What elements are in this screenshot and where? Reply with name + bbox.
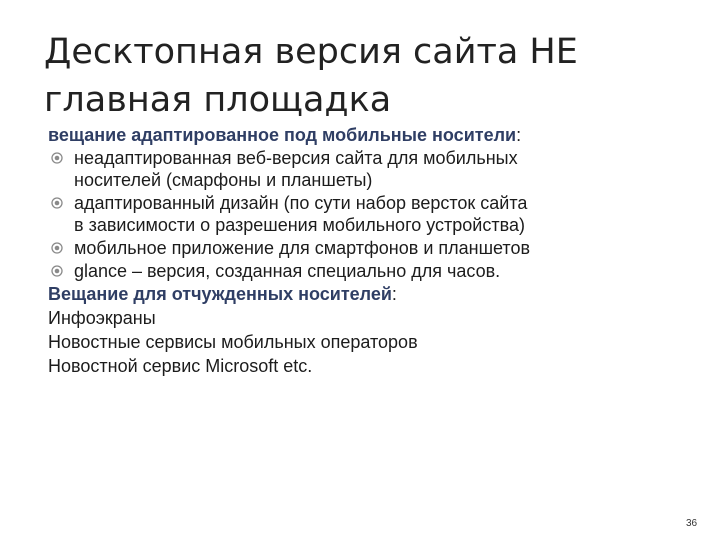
detached-line-infoscreens: Инфоэкраны xyxy=(48,308,156,328)
list-item-line-1: glance – версия, созданная специально для часов. xyxy=(74,261,501,281)
title-line-1: Десктопная версия сайта НЕ xyxy=(44,32,578,72)
list-item-line-2: носителей (смарфоны и планшеты) xyxy=(74,170,373,190)
list-item xyxy=(48,192,698,236)
list-item xyxy=(48,237,698,259)
circled-dot-icon xyxy=(51,197,63,209)
slide-content xyxy=(48,123,698,378)
circled-dot-icon xyxy=(51,265,63,277)
list-item-line-1: адаптированный дизайн (по сути набор версток сайта xyxy=(74,193,528,213)
list-item-line-1: неадаптированная веб-версия сайта для мобильных xyxy=(74,148,518,168)
detached-line-mobile-operators: Новостные сервисы мобильных операторов xyxy=(48,332,418,352)
list-item-line-1: мобильное приложение для смартфонов и планшетов xyxy=(74,238,531,258)
section-heading-detached-text: Вещание для отчужденных носителей xyxy=(48,284,392,304)
section-heading-detached-colon: : xyxy=(391,284,397,304)
circled-dot-icon xyxy=(51,152,63,164)
section-heading-adapted-colon: : xyxy=(516,125,522,145)
page-number: 36 xyxy=(686,518,698,529)
section-heading-detached xyxy=(48,282,698,306)
bullet-list xyxy=(48,147,698,282)
title-line-2: главная площадка xyxy=(44,80,392,120)
section-heading-adapted-text: вещание адаптированное под мобильные носители xyxy=(48,125,517,145)
section-heading-adapted xyxy=(48,123,698,147)
list-item xyxy=(48,260,698,282)
slide-title xyxy=(44,28,684,124)
circled-dot-icon xyxy=(51,242,63,254)
list-item-line-2: в зависимости о разрешения мобильного устройства) xyxy=(74,215,525,235)
list-item xyxy=(48,147,698,191)
detached-line-microsoft: Новостной сервис Microsoft etc. xyxy=(48,356,313,376)
